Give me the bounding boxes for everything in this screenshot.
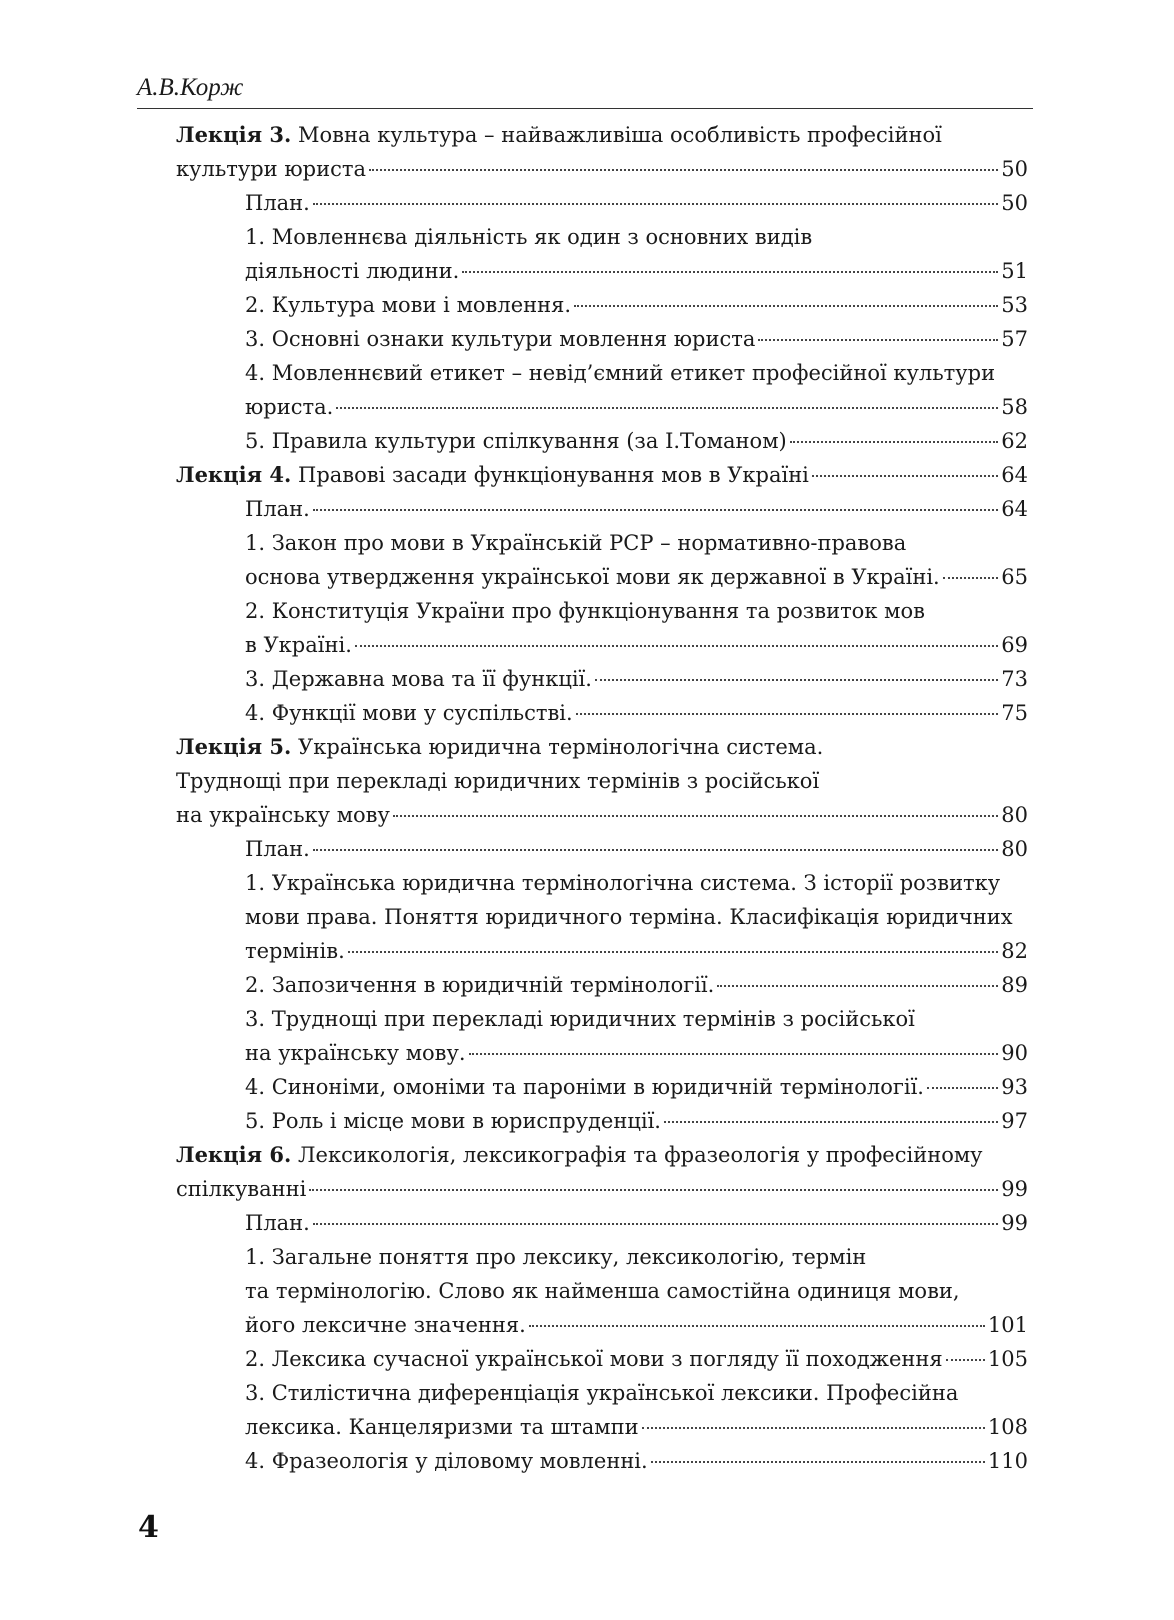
page-ref: 73 [1001, 667, 1028, 691]
toc-item[interactable] [176, 1104, 1028, 1138]
lecture-title-cont: Труднощі при перекладі юридичних термінів з російської [176, 769, 820, 793]
lecture-label: Лекція 3. [176, 122, 292, 147]
toc-item[interactable] [176, 1444, 1028, 1478]
dot-leader [642, 1427, 985, 1429]
toc-item-cont[interactable] [176, 1410, 1028, 1444]
toc-item-cont[interactable] [176, 254, 1028, 288]
page-ref: 80 [1001, 837, 1028, 861]
toc-item[interactable] [176, 492, 1028, 526]
page-ref: 108 [987, 1415, 1028, 1439]
dot-leader [348, 951, 999, 953]
toc-item[interactable] [176, 1240, 1028, 1274]
page-ref: 50 [1001, 191, 1028, 215]
toc-lecture-3-entry[interactable] [176, 152, 1028, 186]
toc-item[interactable] [176, 866, 1028, 900]
toc-item[interactable] [176, 696, 1028, 730]
page-ref: 82 [1001, 939, 1028, 963]
toc-lecture-5-title-cont[interactable] [176, 764, 1028, 798]
page-ref: 51 [1001, 259, 1028, 283]
toc-item-cont[interactable] [176, 560, 1028, 594]
page-number: 4 [138, 1510, 159, 1545]
item-text-cont: та термінологію. Слово як найменша самостійна одиниця мови, [245, 1279, 960, 1303]
dot-leader [369, 169, 998, 171]
item-text: 4. Синоніми, омоніми та пароніми в юридичній термінології. [245, 1075, 924, 1099]
toc-item[interactable] [176, 424, 1028, 458]
item-text: 4. Функції мови у суспільстві. [245, 701, 573, 725]
page-ref: 58 [1001, 395, 1028, 419]
dot-leader [717, 985, 998, 987]
toc-item[interactable] [176, 288, 1028, 322]
toc-lecture-6-entry[interactable] [176, 1172, 1028, 1206]
toc-item[interactable] [176, 356, 1028, 390]
dot-leader [943, 577, 999, 579]
item-text: 5. Роль і місце мови в юриспруденції. [245, 1109, 661, 1133]
page-ref: 80 [1001, 803, 1028, 827]
page-ref: 62 [1001, 429, 1028, 453]
page-ref: 105 [987, 1347, 1028, 1371]
item-text: 1. Українська юридична термінологічна система. З історії розвитку [245, 871, 1001, 895]
page-ref: 64 [1001, 497, 1028, 521]
lecture-title-cont: спілкуванні [176, 1177, 307, 1201]
toc-item[interactable] [176, 1342, 1028, 1376]
toc-item[interactable] [176, 832, 1028, 866]
lecture-label: Лекція 4. [176, 462, 292, 487]
table-of-contents [176, 118, 1028, 1478]
item-text: 3. Стилістична диференціація української лексики. Професійна [245, 1381, 959, 1405]
item-text-cont: юриста. [245, 395, 334, 419]
lecture-title: Мовна культура – найважливіша особливість професійної [298, 123, 942, 147]
toc-item-cont[interactable] [176, 900, 1028, 934]
dot-leader [927, 1087, 998, 1089]
page-ref: 93 [1001, 1075, 1028, 1099]
item-text-cont: лексика. Канцеляризми та штампи [245, 1415, 639, 1439]
toc-item-cont[interactable] [176, 390, 1028, 424]
item-text: План. [245, 1211, 310, 1235]
item-text-cont: термінів. [245, 939, 345, 963]
page-ref: 64 [1001, 463, 1028, 487]
page-ref: 97 [1001, 1109, 1028, 1133]
page-ref: 57 [1001, 327, 1028, 351]
toc-item[interactable] [176, 1070, 1028, 1104]
item-text: План. [245, 191, 310, 215]
dot-leader [313, 1223, 998, 1225]
item-text: 3. Труднощі при перекладі юридичних термінів з російської [245, 1007, 915, 1031]
toc-item[interactable] [176, 1002, 1028, 1036]
lecture-title: Правові засади функціонування мов в Україні [298, 463, 809, 487]
dot-leader [393, 815, 998, 817]
item-text: 2. Лексика сучасної української мови з погляду її походження [245, 1347, 943, 1371]
item-text: 4. Мовленнєвий етикет – невід’ємний етикет професійної культури [245, 361, 996, 385]
lecture-label: Лекція 6. [176, 1142, 292, 1167]
page-ref: 110 [987, 1449, 1028, 1473]
page-ref: 69 [1001, 633, 1028, 657]
toc-lecture-5-title[interactable] [176, 730, 1028, 764]
page-ref: 75 [1001, 701, 1028, 725]
item-text: 1. Мовленнєва діяльність як один з основних видів [245, 225, 813, 249]
page-ref: 101 [987, 1313, 1028, 1337]
item-text: План. [245, 837, 310, 861]
dot-leader [576, 713, 999, 715]
toc-item-cont[interactable] [176, 1036, 1028, 1070]
author-name: А.В.Корж [137, 74, 244, 101]
toc-item[interactable] [176, 662, 1028, 696]
dot-leader [946, 1359, 985, 1361]
item-text: План. [245, 497, 310, 521]
lecture-title-cont: культури юриста [176, 157, 366, 181]
dot-leader [758, 339, 998, 341]
dot-leader [651, 1461, 985, 1463]
running-head [137, 72, 1033, 109]
item-text-cont: діяльності людини. [245, 259, 460, 283]
toc-item-cont[interactable] [176, 934, 1028, 968]
item-text: 1. Загальне поняття про лексику, лексикологію, термін [245, 1245, 867, 1269]
dot-leader [355, 645, 998, 647]
dot-leader [313, 203, 998, 205]
dot-leader [462, 271, 998, 273]
item-text: 3. Державна мова та її функції. [245, 667, 592, 691]
toc-item[interactable] [176, 186, 1028, 220]
dot-leader [336, 407, 998, 409]
dot-leader [812, 475, 998, 477]
toc-item[interactable] [176, 1206, 1028, 1240]
page-ref: 89 [1001, 973, 1028, 997]
toc-item[interactable] [176, 322, 1028, 356]
dot-leader [313, 509, 998, 511]
item-text-cont: мови права. Поняття юридичного терміна. Класифікація юридичних [245, 905, 1013, 929]
toc-item-cont[interactable] [176, 628, 1028, 662]
item-text: 2. Конституція України про функціонування та розвиток мов [245, 599, 925, 623]
page-ref: 50 [1001, 157, 1028, 181]
toc-item[interactable] [176, 1376, 1028, 1410]
toc-item-cont[interactable] [176, 1274, 1028, 1308]
item-text-cont: його лексичне значення. [245, 1313, 526, 1337]
dot-leader [313, 849, 998, 851]
dot-leader [309, 1189, 998, 1191]
dot-leader [595, 679, 998, 681]
item-text-cont: в Україні. [245, 633, 352, 657]
item-text: 1. Закон про мови в Українській РСР – нормативно-правова [245, 531, 907, 555]
page-ref: 99 [1001, 1211, 1028, 1235]
item-text: 3. Основні ознаки культури мовлення юриста [245, 327, 756, 351]
dot-leader [574, 305, 998, 307]
dot-leader [529, 1325, 985, 1327]
dot-leader [790, 441, 999, 443]
lecture-label: Лекція 5. [176, 734, 292, 759]
toc-item[interactable] [176, 220, 1028, 254]
toc-lecture-3-title[interactable] [176, 118, 1028, 152]
item-text: 4. Фразеологія у діловому мовленні. [245, 1449, 648, 1473]
toc-item[interactable] [176, 526, 1028, 560]
item-text-cont: на українську мову. [245, 1041, 466, 1065]
toc-lecture-5-entry[interactable] [176, 798, 1028, 832]
toc-lecture-6-title[interactable] [176, 1138, 1028, 1172]
lecture-title: Лексикологія, лексикографія та фразеологія у професійному [298, 1143, 983, 1167]
item-text-cont: основа утвердження української мови як державної в Україні. [245, 565, 940, 589]
lecture-title: Українська юридична термінологічна система. [298, 735, 824, 759]
toc-lecture-4-entry[interactable] [176, 458, 1028, 492]
page-ref: 99 [1001, 1177, 1028, 1201]
item-text: 2. Культура мови і мовлення. [245, 293, 572, 317]
item-text: 2. Запозичення в юридичній термінології. [245, 973, 715, 997]
toc-item[interactable] [176, 594, 1028, 628]
page-ref: 65 [1001, 565, 1028, 589]
toc-item[interactable] [176, 968, 1028, 1002]
toc-item-cont[interactable] [176, 1308, 1028, 1342]
item-text: 5. Правила культури спілкування (за І.Томаном) [245, 429, 787, 453]
page-ref: 90 [1001, 1041, 1028, 1065]
dot-leader [664, 1121, 998, 1123]
lecture-title-cont: на українську мову [176, 803, 390, 827]
dot-leader [469, 1053, 999, 1055]
page-ref: 53 [1001, 293, 1028, 317]
